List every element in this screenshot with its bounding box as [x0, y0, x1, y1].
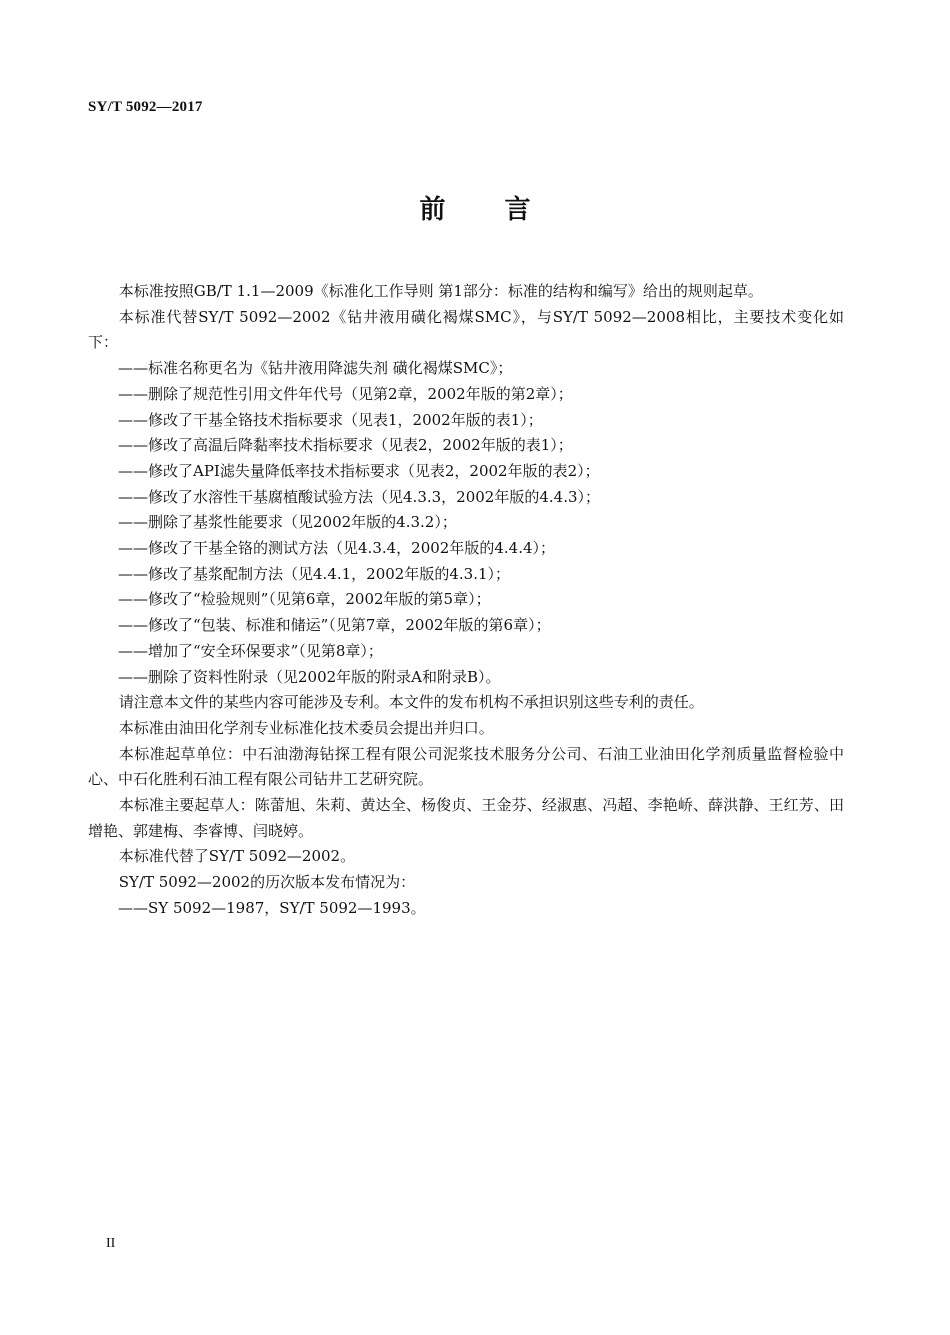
paragraph-drafting-rules: 本标准按照GB/T 1.1—2009《标准化工作导则 第1部分：标准的结构和编写》给出的规则起草。 — [118, 282, 763, 300]
change-item: ——修改了高温后降黏率技术指标要求（见表2，2002年版的表1）； — [118, 436, 573, 455]
paragraph-history-intro: SY/T 5092—2002的历次版本发布情况为： — [118, 873, 416, 892]
change-item: ——修改了基浆配制方法（见4.4.1，2002年版的4.3.1）； — [118, 564, 511, 583]
paragraph-drafting-units: 本标准起草单位：中石油渤海钻探工程有限公司泥浆技术服务分公司、石油工业油田化学剂质量监督检验中心、中石化胜利石油工程有限公司钻井工艺研究院。 — [88, 744, 844, 789]
paragraph-replaced: 本标准代替了SY/T 5092—2002。 — [118, 847, 356, 866]
history-item: ——SY 5092—1987，SY/T 5092—1993。 — [118, 898, 426, 917]
standard-code: SY/T 5092—2017 — [88, 99, 203, 115]
change-item: ——增加了“安全环保要求”（见第8章）； — [118, 641, 383, 660]
paragraph-patent-notice: 请注意本文件的某些内容可能涉及专利。本文件的发布机构不承担识别这些专利的责任。 — [118, 693, 704, 712]
change-item: ——修改了API滤失量降低率技术指标要求（见表2，2002年版的表2）； — [118, 461, 600, 480]
change-item: ——修改了干基全铬的测试方法（见4.3.4，2002年版的4.4.4）； — [118, 539, 556, 558]
paragraph-proposer: 本标准由油田化学剂专业标准化技术委员会提出并归口。 — [118, 718, 494, 737]
change-item: ——修改了“包装、标准和储运”（见第7章，2002年版的第6章）； — [118, 616, 551, 635]
change-item: ——删除了资料性附录（见2002年版的附录A和附录B）。 — [118, 667, 501, 686]
change-item: ——修改了“检验规则”（见第6章，2002年版的第5章）； — [118, 590, 491, 609]
foreword-body — [88, 279, 844, 922]
change-item: ——修改了干基全铬技术指标要求（见表1，2002年版的表1）； — [118, 410, 543, 429]
change-item: ——标准名称更名为《钻井液用降滤失剂 磺化褐煤SMC》； — [118, 359, 513, 378]
change-item: ——修改了水溶性干基腐植酸试验方法（见4.3.3，2002年版的4.4.3）； — [118, 487, 601, 506]
change-item: ——删除了基浆性能要求（见2002年版的4.3.2）； — [118, 513, 457, 532]
paragraph-replacement: 本标准代替SY/T 5092—2002《钻井液用磺化褐煤SMC》，与SY/T 5092—2008相比，主要技术变化如下： — [88, 307, 844, 352]
page-number: II — [106, 1236, 116, 1251]
page-title: 前 言 — [419, 195, 531, 225]
change-item: ——删除了规范性引用文件年代号（见第2章，2002年版的第2章）； — [118, 384, 573, 403]
paragraph-drafters: 本标准主要起草人：陈蕾旭、朱莉、黄达全、杨俊贞、王金芬、经淑惠、冯超、李艳峤、薛洪静、王红芳、田增艳、郭建梅、李睿博、闫晓婷。 — [88, 796, 844, 840]
